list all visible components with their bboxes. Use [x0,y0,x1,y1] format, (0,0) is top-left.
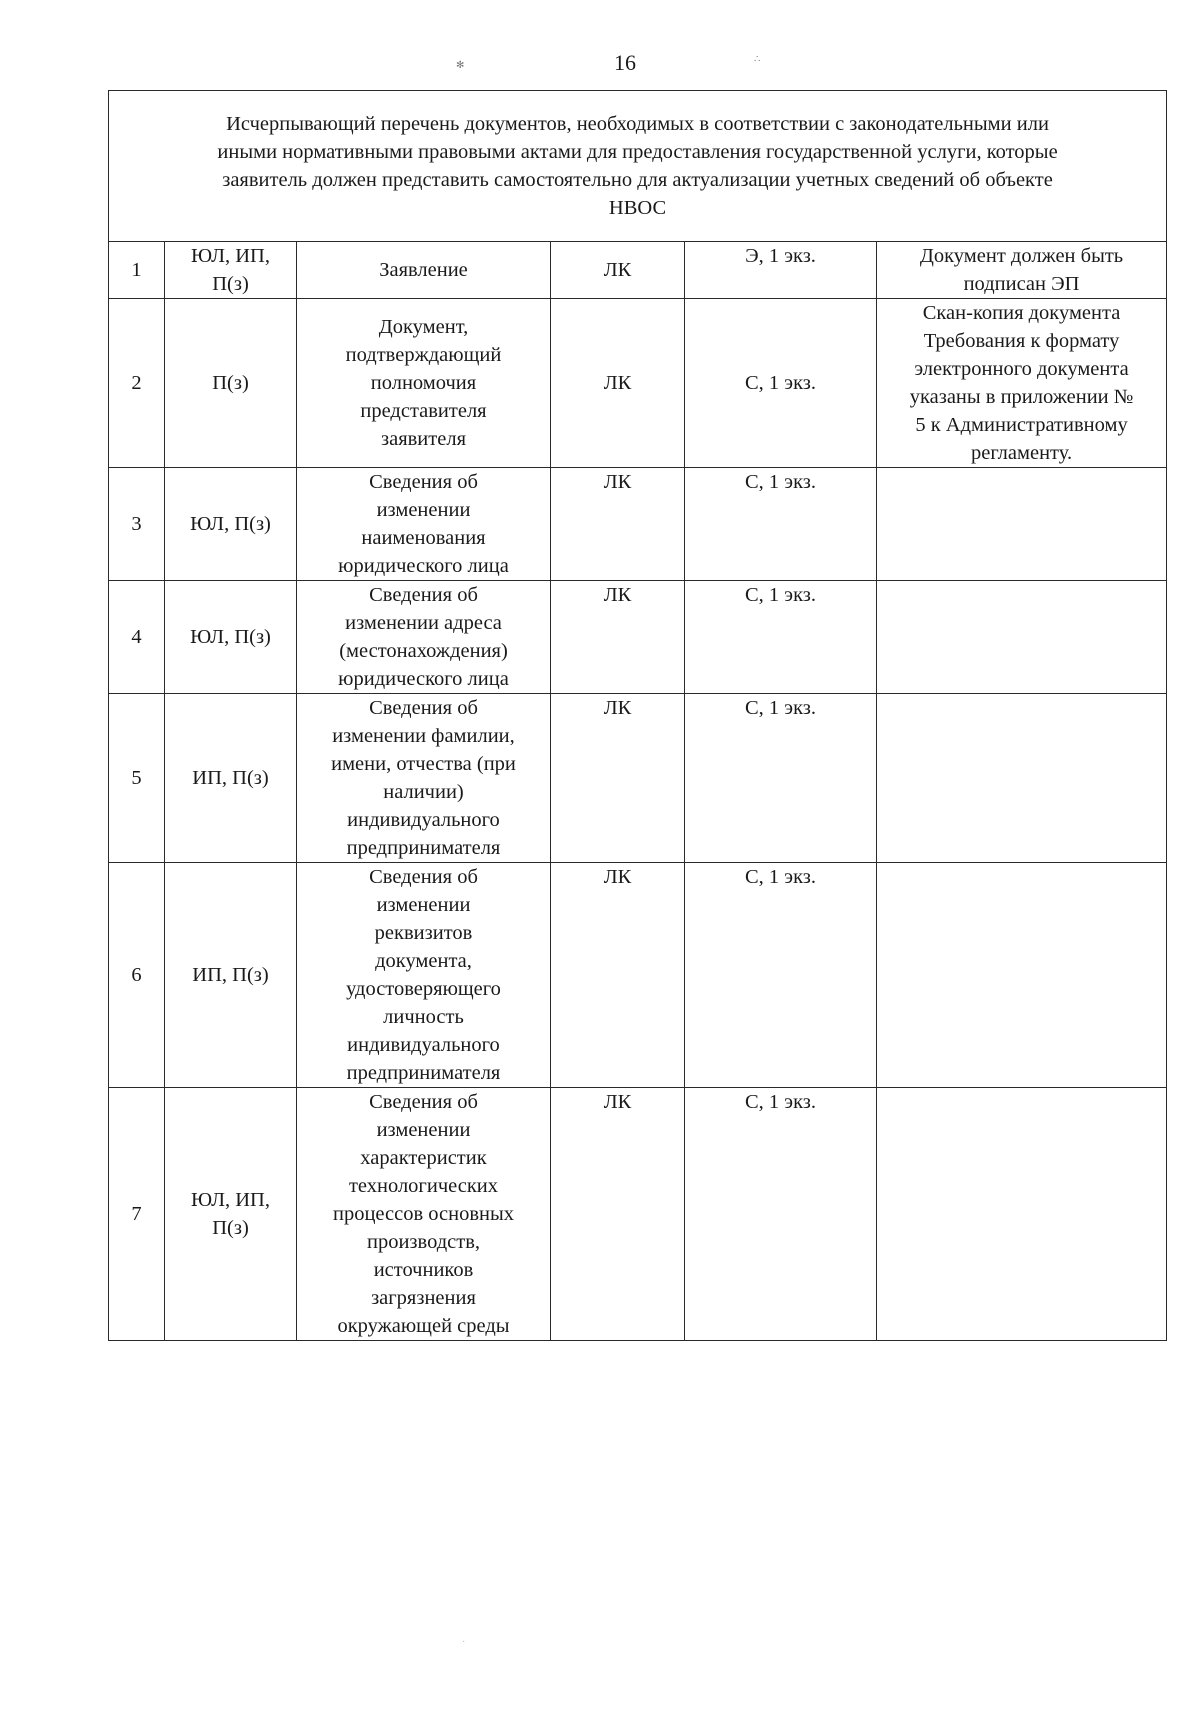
row-number: 5 [109,694,165,863]
channel-cell: ЛК [551,468,685,581]
form-cell: С, 1 экз. [685,694,877,863]
table-row [109,863,1167,1088]
applicant-cell: ЮЛ, ИП, П(з) [165,242,297,299]
scan-speck: · [462,1637,466,1648]
row-number: 4 [109,581,165,694]
scan-speck: ∴ [754,54,761,65]
scan-speck: ✻ [456,60,465,71]
note-cell [877,581,1167,694]
applicant-cell: ЮЛ, П(з) [165,581,297,694]
note-cell [877,694,1167,863]
note-cell [877,863,1167,1088]
document-cell: Сведения об изменении реквизитов документа, удостоверяющего личность индивидуального предпринимателя [297,863,551,1088]
channel-cell: ЛК [551,863,685,1088]
form-cell: С, 1 экз. [685,863,877,1088]
row-number: 2 [109,299,165,468]
applicant-cell: П(з) [165,299,297,468]
document-cell: Сведения об изменении фамилии, имени, отчества (при наличии) индивидуального предпринимателя [297,694,551,863]
document-cell: Сведения об изменении наименования юридического лица [297,468,551,581]
table-header-cell [109,91,1167,242]
channel-cell: ЛК [551,581,685,694]
form-cell: Э, 1 экз. [685,242,877,299]
table-header-row [109,91,1167,242]
form-cell: С, 1 экз. [685,1088,877,1341]
applicant-cell: ЮЛ, ИП, П(з) [165,1088,297,1341]
applicant-cell: ИП, П(з) [165,694,297,863]
page-number: 16 [614,50,636,75]
note-cell: Скан-копия документа Требования к формату электронного документа указаны в приложении № 5 к Административному регламенту. [877,299,1167,468]
note-cell [877,1088,1167,1341]
documents-table [108,90,1167,1341]
document-cell: Сведения об изменении характеристик технологических процессов основных производств, источников загрязнения окружающей среды [297,1088,551,1341]
table-row [109,581,1167,694]
channel-cell: ЛК [551,694,685,863]
header-line: НВОС [608,197,667,219]
document-cell: Заявление [297,242,551,299]
form-cell: С, 1 экз. [685,468,877,581]
row-number: 7 [109,1088,165,1341]
table-row [109,242,1167,299]
header-line: заявитель должен представить самостоятельно для актуализации учетных сведений об объекте [222,169,1053,191]
row-number: 1 [109,242,165,299]
note-cell [877,468,1167,581]
table-row [109,694,1167,863]
table-row [109,299,1167,468]
form-cell: С, 1 экз. [685,581,877,694]
row-number: 3 [109,468,165,581]
applicant-cell: ЮЛ, П(з) [165,468,297,581]
document-cell: Сведения об изменении адреса (местонахождения) юридического лица [297,581,551,694]
applicant-cell: ИП, П(з) [165,863,297,1088]
row-number: 6 [109,863,165,1088]
form-cell: С, 1 экз. [685,299,877,468]
document-cell: Документ, подтверждающий полномочия представителя заявителя [297,299,551,468]
header-line: иными нормативными правовыми актами для предоставления государственной услуги, которые [217,141,1058,163]
header-line: Исчерпывающий перечень документов, необходимых в соответствии с законодательными или [226,113,1049,135]
channel-cell: ЛК [551,242,685,299]
note-cell: Документ должен быть подписан ЭП [877,242,1167,299]
channel-cell: ЛК [551,299,685,468]
table-row [109,468,1167,581]
table-row [109,1088,1167,1341]
channel-cell: ЛК [551,1088,685,1341]
